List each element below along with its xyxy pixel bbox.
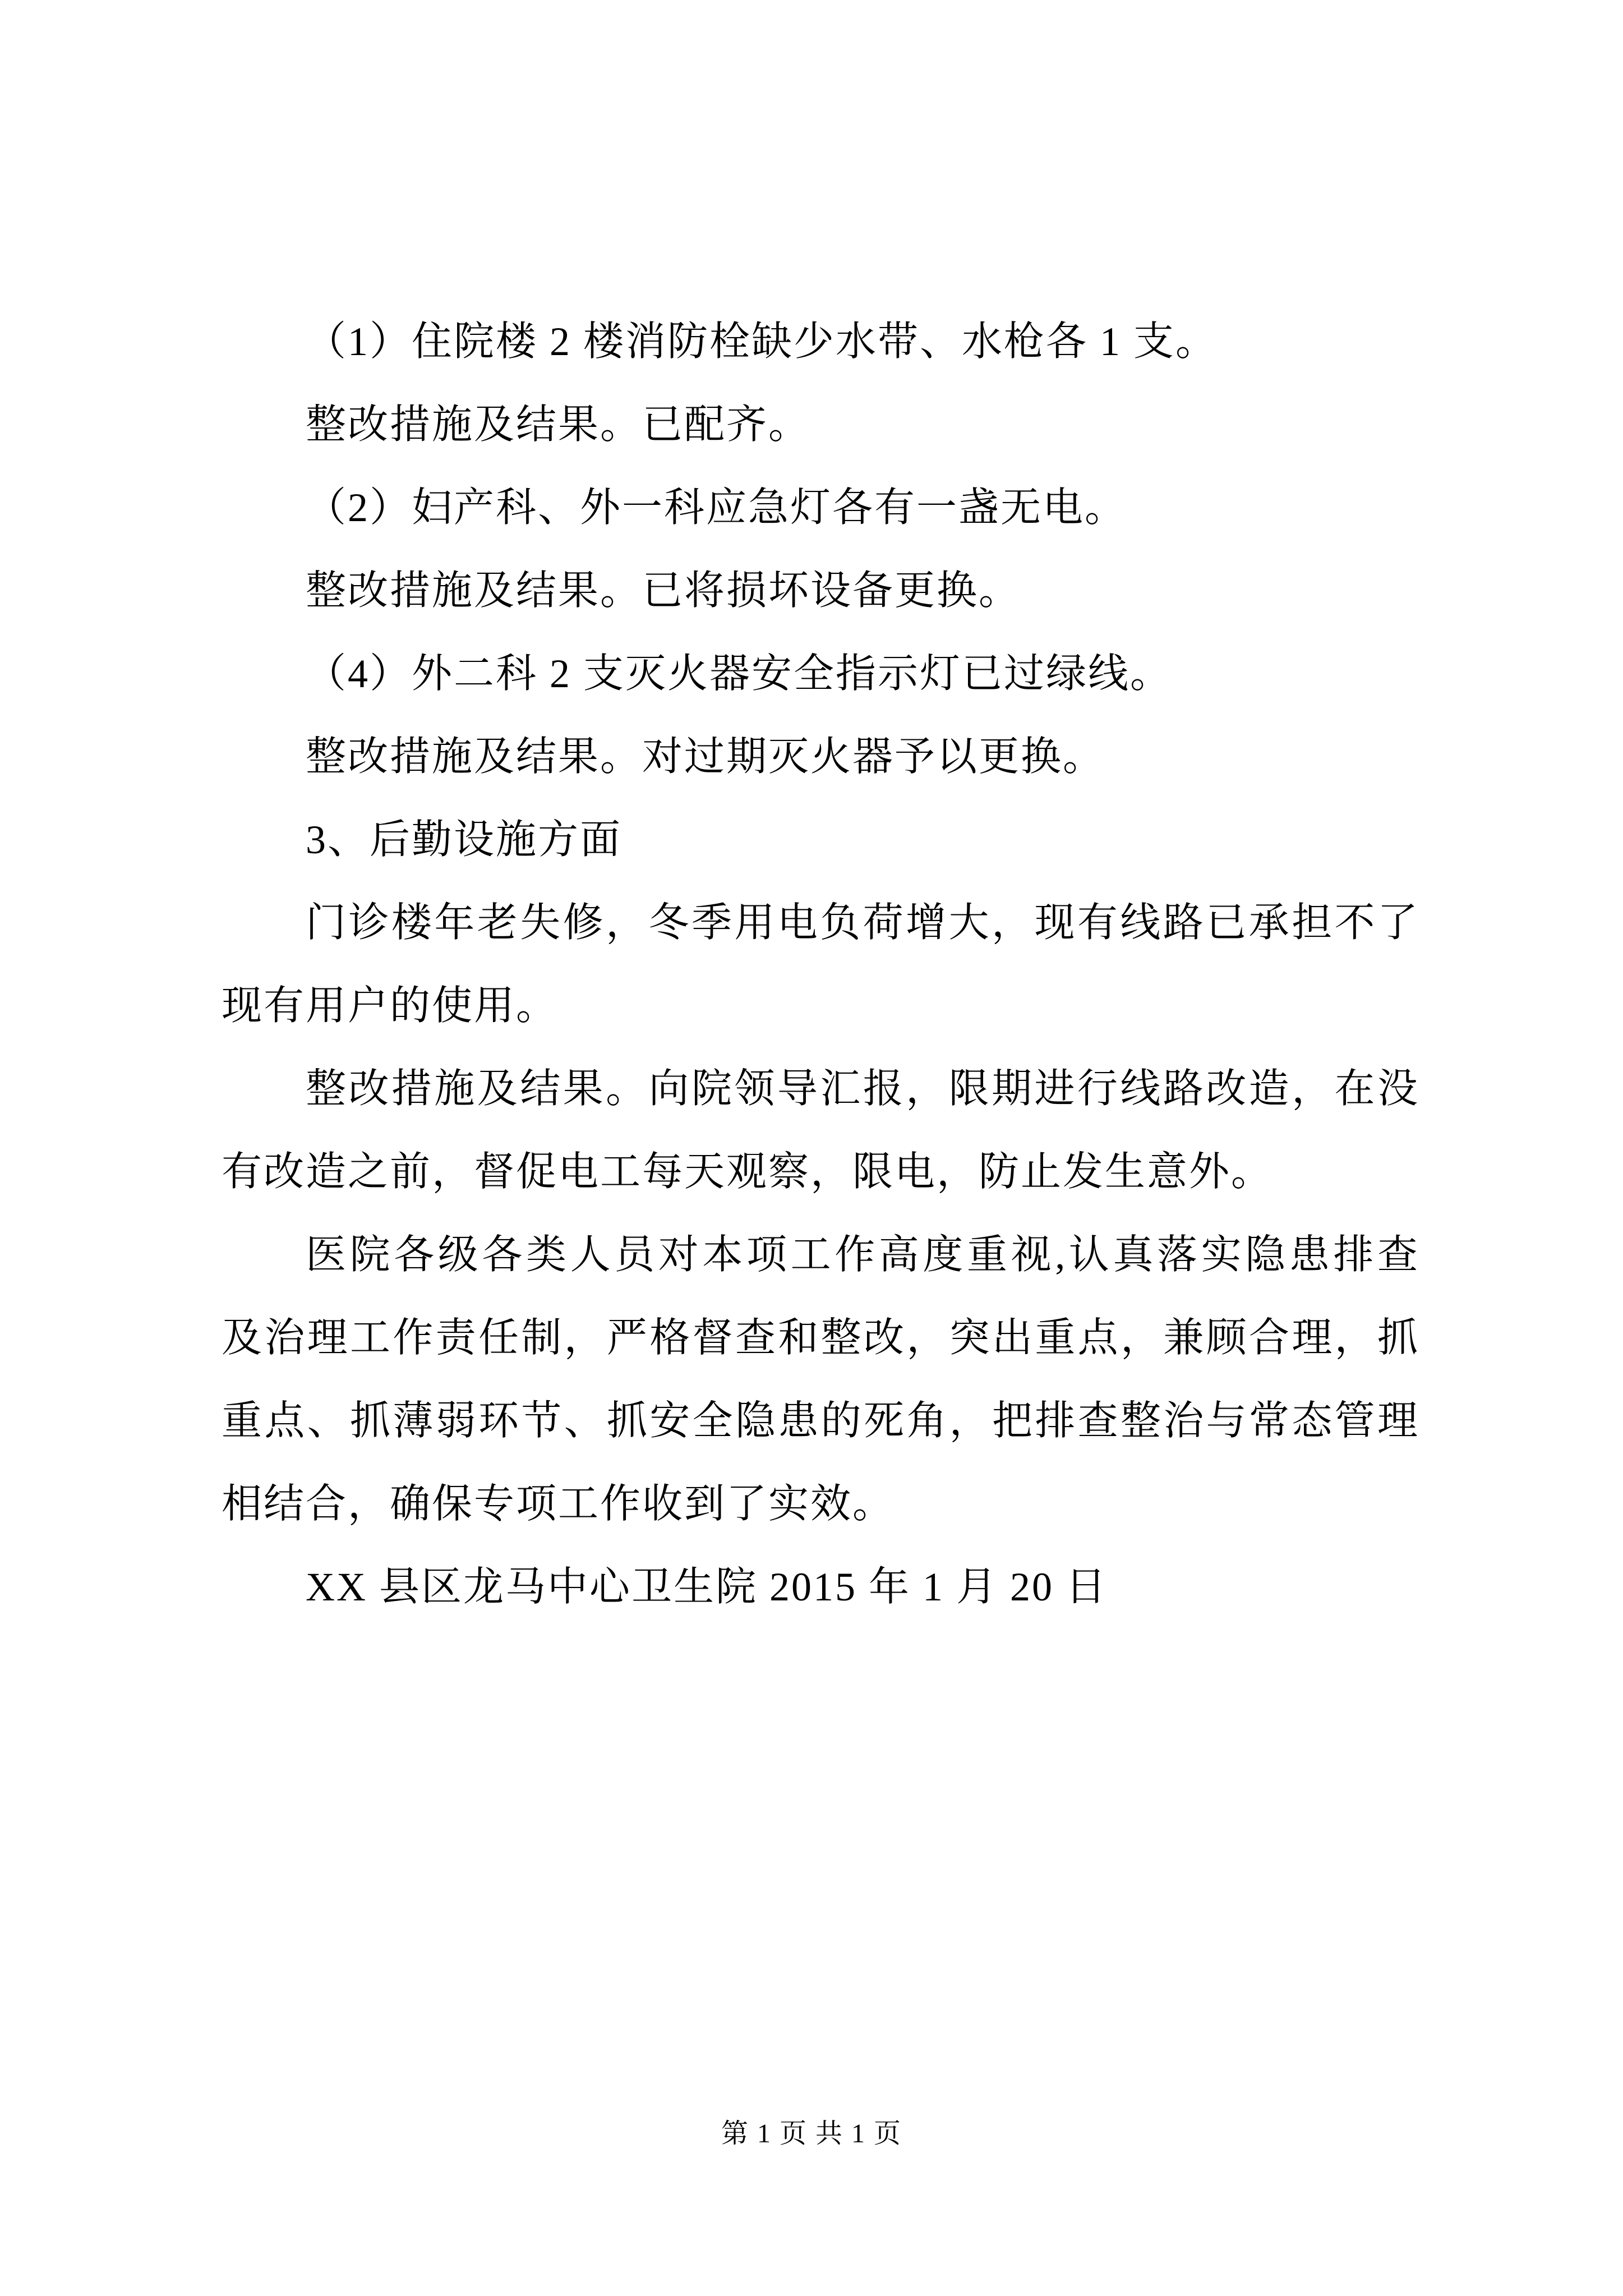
body-text	[222, 300, 1419, 1628]
text-line: （2）妇产科、外一科应急灯各有一盏无电。	[306, 485, 1127, 530]
page-footer: 第 1 页 共 1 页	[721, 2119, 902, 2148]
text-line: 现有用户的使用。	[222, 983, 559, 1028]
text-line: （1）住院楼 2 楼消防栓缺少水带、水枪各 1 支。	[306, 319, 1218, 364]
text-line: 及治理工作责任制，严格督查和整改，突出重点，兼顾合理，抓	[222, 1315, 1419, 1360]
text-line: 整改措施及结果。已配齐。	[306, 402, 811, 447]
text-line: （4）外二科 2 支灭火器安全指示灯已过绿线。	[306, 651, 1173, 696]
text-line: 门诊楼年老失修，冬季用电负荷增大，现有线路已承担不了	[306, 900, 1419, 945]
text-line: 整改措施及结果。向院领导汇报，限期进行线路改造，在没	[306, 1066, 1419, 1111]
text-line: 整改措施及结果。已将损坏设备更换。	[306, 568, 1021, 613]
text-line: 3、后勤设施方面	[306, 817, 623, 862]
text-line: XX 县区龙马中心卫生院 2015 年 1 月 20 日	[306, 1565, 1108, 1609]
text-line: 重点、抓薄弱环节、抓安全隐患的死角，把排查整治与常态管理	[222, 1398, 1419, 1443]
text-line: 医院各级各类人员对本项工作高度重视,认真落实隐患排查	[306, 1232, 1419, 1277]
text-line: 整改措施及结果。对过期灭火器予以更换。	[306, 734, 1105, 779]
text-line: 有改造之前，督促电工每天观察，限电，防止发生意外。	[222, 1149, 1274, 1194]
text-line: 相结合，确保专项工作收到了实效。	[222, 1481, 895, 1526]
